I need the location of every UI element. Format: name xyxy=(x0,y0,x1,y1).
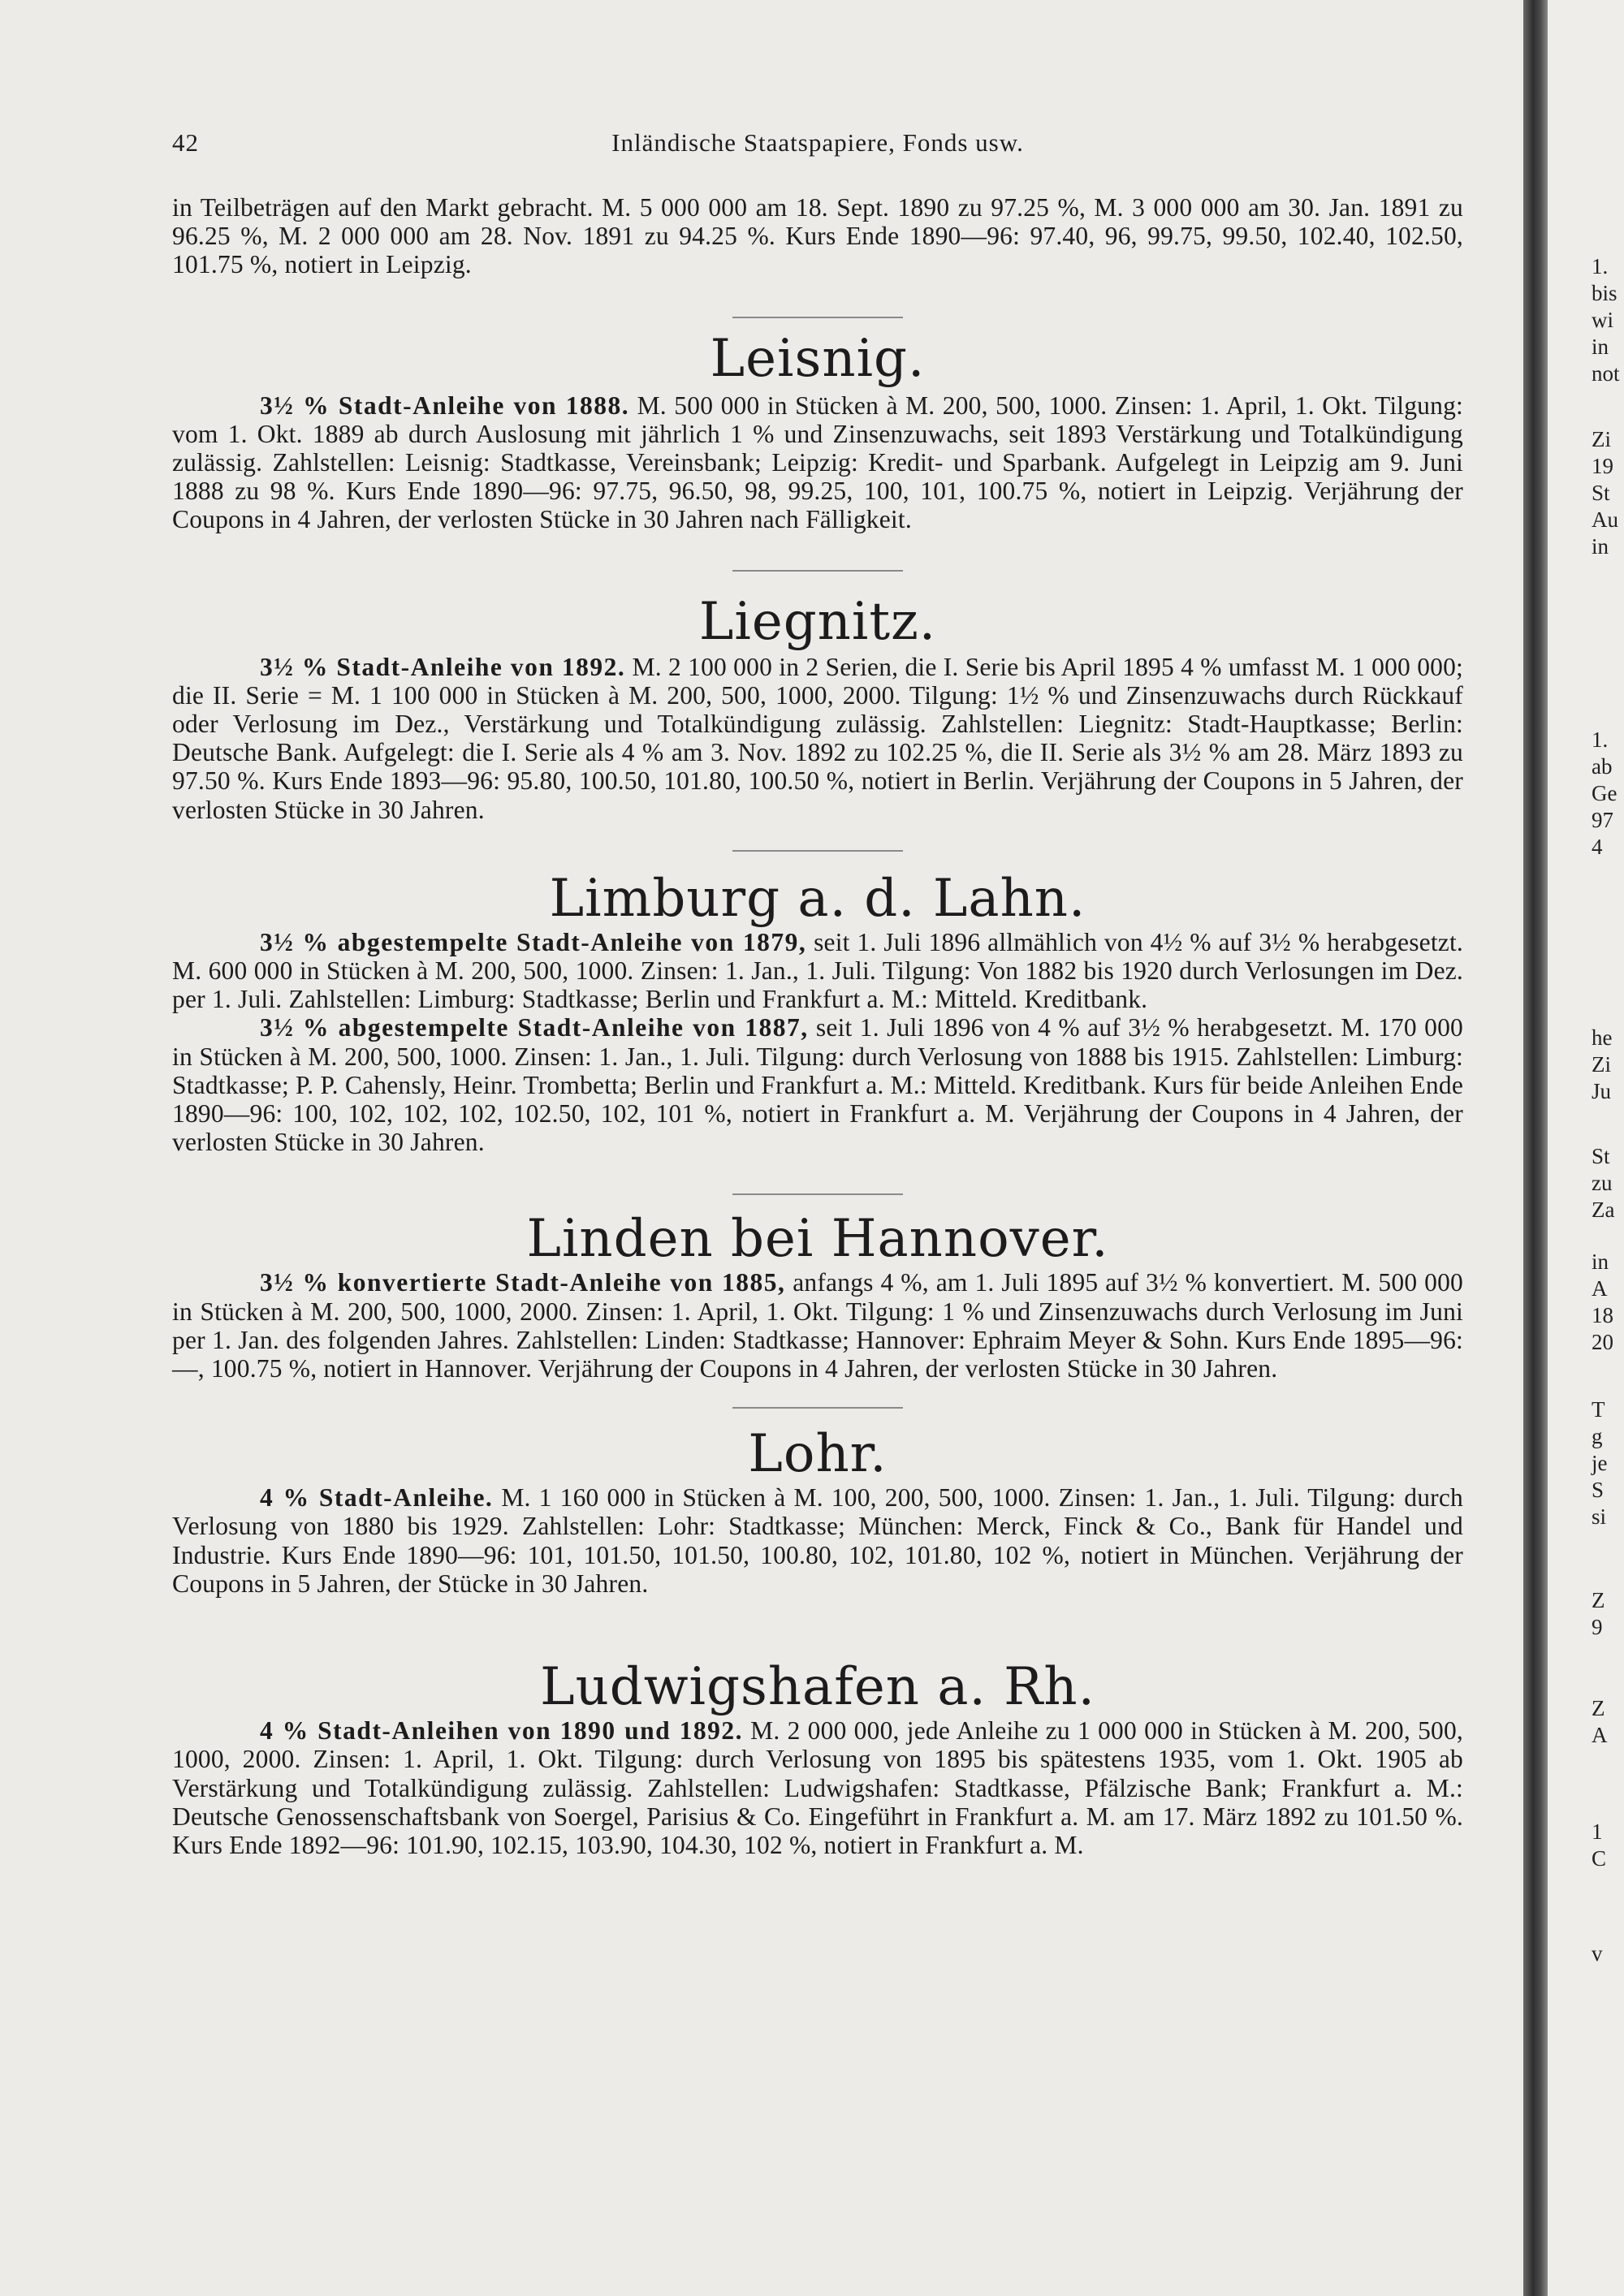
bond-entry xyxy=(172,653,1463,824)
fragment: St xyxy=(1592,481,1610,505)
page-content xyxy=(172,193,1463,1859)
bond-heading: 3½ % Stadt-Anleihe von 1888. xyxy=(260,391,630,420)
bond-entry xyxy=(172,391,1463,534)
fragment: Zi xyxy=(1592,427,1611,451)
fragment: in xyxy=(1592,1249,1609,1274)
fragment: zu xyxy=(1592,1171,1613,1195)
fragment: bis xyxy=(1592,281,1618,305)
fragment: C xyxy=(1592,1846,1607,1871)
fragment: 97 xyxy=(1592,808,1613,832)
fragment: g xyxy=(1592,1424,1603,1448)
fragment: 4 xyxy=(1592,835,1603,859)
fragment: 20 xyxy=(1592,1330,1613,1354)
fragment: A xyxy=(1592,1723,1608,1747)
city-heading: Linden bei Hannover. xyxy=(526,1209,1109,1270)
fragment: 9 xyxy=(1592,1615,1603,1639)
city-heading: Lohr. xyxy=(748,1424,888,1485)
fragment: Au xyxy=(1592,507,1618,532)
bond-text: M. 2 000 000, jede Anleihe zu 1 000 000 in Stücken à M. 200, 500, 1000, 2000. Zinsen: 1. April, 1. Okt. Tilgung: durch Verlosung von 1895 bis spätestens 1935, vom 1. Okt. 1905 ab Verstärkung und Totalkündigung zulässig. Zahlstellen: Ludwigshafen: Stadtkasse, Pfälzische Bank; Frankfurt a. M.: Deutsche Genossenschaftsbank von Soergel, Parisius & Co. Eingeführt in Frankfurt a. M. am 17. März 1892 zu 101.50 %. Kurs Ende 1892—96: 101.90, 102.15, 103.90, 104.30, 102 %, notiert in Frankfurt a. M. xyxy=(172,1716,1463,1859)
fragment: S xyxy=(1592,1478,1605,1502)
fragment: 19 xyxy=(1592,454,1613,478)
bond-entry xyxy=(172,1716,1463,1859)
fragment: St xyxy=(1592,1144,1610,1168)
fragment: Z xyxy=(1592,1696,1605,1720)
bond-heading: 4 % Stadt-Anleihen von 1890 und 1892. xyxy=(260,1716,743,1746)
bond-heading: 3½ % abgestempelte Stadt-Anleihe von 1887, xyxy=(260,1013,809,1042)
intro-paragraph: in Teilbeträgen auf den Markt gebracht. M. 5 000 000 am 18. Sept. 1890 zu 97.25 %, M. 3 000 000 am 30. Jan. 1891 zu 96.25 %, M. 2 000 000 am 28. Nov. 1891 zu 94.25 %. Kurs Ende 1890—96: 97.40, 96, 99.75, 99.50, 102.40, 102.50, 101.75 %, notiert in Leipzig. xyxy=(172,193,1463,279)
fragment: Ju xyxy=(1592,1079,1612,1103)
city-heading: Liegnitz. xyxy=(698,591,937,652)
fragment: Zi xyxy=(1592,1052,1611,1077)
fragment: Z xyxy=(1592,1588,1605,1612)
fragment: wi xyxy=(1592,308,1613,332)
bond-text: M. 1 160 000 in Stücken à M. 100, 200, 500, 1000. Zinsen: 1. Jan., 1. Juli. Tilgung: durch Verlosung von 1880 bis 1929. Zahlstellen: Lohr: Stadtkasse; München: Merck, Finck & Co., Bank für Handel und Industrie. Kurs Ende 1890—96: 101, 101.50, 101.50, 100.80, 102, 101.80, 102 %, notiert in München. Verjährung der Coupons in 5 Jahren, der Stücke in 30 Jahren. xyxy=(172,1483,1463,1598)
bond-text: anfangs 4 %, am 1. Juli 1895 auf 3½ % konvertiert. M. 500 000 in Stücken à M. 200, 500, 1000, 2000. Zinsen: 1. April, 1. Okt. Tilgung: 1 % und Zinsenzuwachs durch Verlosung im Juni per 1. Jan. des folgenden Jahres. Zahlstellen: Linden: Stadtkasse; Hannover: Ephraim Meyer & Sohn. Kurs Ende 1895—96: —, 100.75 %, notiert in Hannover. Verjährung der Coupons in 4 Jahren, der verlosten Stücke in 30 Jahren. xyxy=(172,1268,1464,1383)
fragment: in xyxy=(1592,534,1609,559)
running-title: Inländische Staatspapiere, Fonds usw. xyxy=(611,128,1024,157)
bond-text: M. 500 000 in Stücken à M. 200, 500, 1000. Zinsen: 1. April, 1. Okt. Tilgung: vom 1. Okt. 1889 ab durch Auslosung mit jährlich 1 % und Zinsenzuwachs, seit 1893 Verstärkung und Totalkündigung zulässig. Zahlstellen: Leisnig: Stadtkasse, Vereinsbank; Leipzig: Kredit- und Sparbank. Aufgelegt in Leipzig am 9. Juni 1888 zu 98 %. Kurs Ende 1890—96: 97.75, 96.50, 98, 99.25, 100, 101, 100.75 %, notiert in Leipzig. Verjährung der Coupons in 4 Jahren, der verlosten Stücke in 30 Jahren nach Fälligkeit. xyxy=(172,391,1463,534)
page-number: 42 xyxy=(172,128,199,157)
bond-heading: 4 % Stadt-Anleihe. xyxy=(260,1483,494,1513)
city-heading: Limburg a. d. Lahn. xyxy=(549,868,1086,929)
fragment: ab xyxy=(1592,754,1613,779)
fragment: T xyxy=(1592,1397,1605,1422)
bond-entry xyxy=(172,928,1463,1014)
fragment: 1. xyxy=(1592,254,1609,278)
bond-text: M. 2 100 000 in 2 Serien, die I. Serie bis April 1895 4 % umfasst M. 1 000 000; die II. Serie = M. 1 100 000 in Stücken à M. 200, 500, 1000, 2000. Tilgung: 1½ % und Zinsenzuwachs durch Rückkauf oder Verlosung im Dez., Verstärkung und Totalkündigung zulässig. Zahlstellen: Liegnitz: Stadt-Hauptkasse; Berlin: Deutsche Bank. Aufgelegt: die I. Serie als 4 % am 3. Nov. 1892 zu 102.25 %, die II. Serie als 3½ % am 28. März 1893 zu 97.50 %. Kurs Ende 1893—96: 95.80, 100.50, 101.80, 100.50 %, notiert in Berlin. Verjährung der Coupons in 5 Jahren, der verlosten Stücke in 30 Jahren. xyxy=(172,652,1464,824)
fragment: Ge xyxy=(1592,781,1618,805)
fragment: si xyxy=(1592,1504,1607,1529)
fragment: A xyxy=(1592,1276,1608,1301)
fragment: je xyxy=(1592,1451,1608,1475)
fragment: 18 xyxy=(1592,1303,1613,1327)
bond-text: seit 1. Juli 1896 von 4 % auf 3½ % herabgesetzt. M. 170 000 in Stücken à M. 200, 500, 1000. Zinsen: 1. Jan., 1. Juli. Tilgung: durch Verlosung von 1888 bis 1915. Zahlstellen: Limburg: Stadtkasse; P. P. Cahensly, Heinr. Trombetta; Berlin und Frankfurt a. M.: Mitteld. Kreditbank. Kurs für beide Anleihen Ende 1890—96: 100, 102, 102, 102, 102.50, 102, 101 %, notiert in Frankfurt a. M. Verjährung der Coupons in 4 Jahren, der verlosten Stücke in 30 Jahren. xyxy=(172,1013,1463,1157)
fragment: he xyxy=(1592,1025,1613,1050)
bond-heading: 3½ % konvertierte Stadt-Anleihe von 1885, xyxy=(260,1268,786,1297)
bond-heading: 3½ % Stadt-Anleihe von 1892. xyxy=(260,652,626,681)
city-heading: Leisnig. xyxy=(710,328,926,389)
book-gutter xyxy=(1523,0,1548,2296)
bond-text: seit 1. Juli 1896 allmählich von 4½ % auf 3½ % herabgesetzt. M. 600 000 in Stücken à M. 200, 500, 1000. Zinsen: 1. Jan., 1. Juli. Tilgung: Von 1882 bis 1920 durch Verlosungen im Dez. per 1. Juli. Zahlstellen: Limburg: Stadtkasse; Berlin und Frankfurt a. M.: Mitteld. Kreditbank. xyxy=(172,927,1463,1014)
city-heading: Ludwigshafen a. Rh. xyxy=(540,1657,1095,1718)
bond-entry xyxy=(172,1013,1463,1156)
bond-entry xyxy=(172,1483,1463,1598)
fragment: Za xyxy=(1592,1198,1615,1222)
bond-heading: 3½ % abgestempelte Stadt-Anleihe von 1879, xyxy=(260,927,807,956)
fragment: v xyxy=(1592,1941,1603,1966)
fragment: not xyxy=(1592,361,1620,386)
fragment: 1. xyxy=(1592,727,1609,752)
fragment: 1 xyxy=(1592,1819,1603,1844)
bond-entry xyxy=(172,1268,1463,1383)
adjacent-page-edge xyxy=(1548,0,1624,2296)
fragment: in xyxy=(1592,334,1609,359)
running-header xyxy=(172,128,1463,161)
